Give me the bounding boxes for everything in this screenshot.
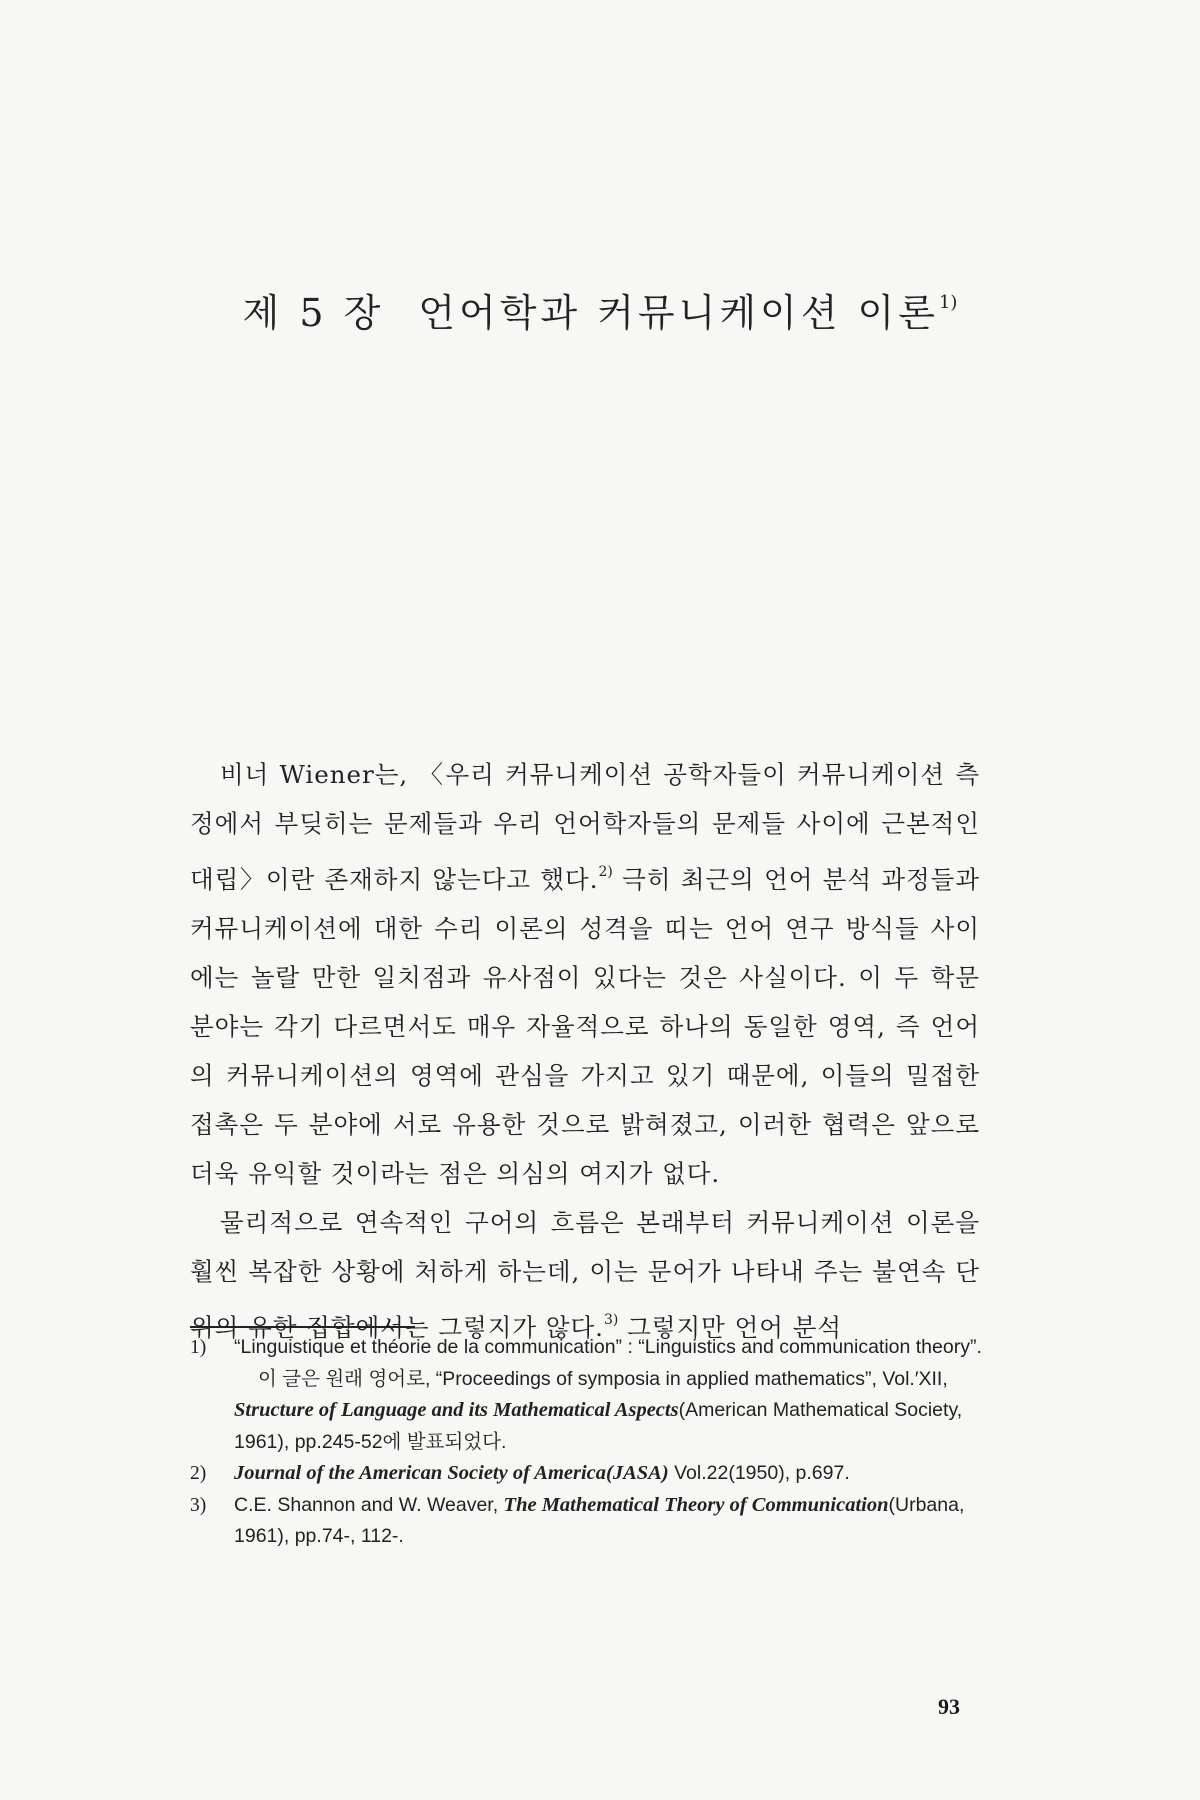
footnote-ref-3: 3) <box>603 1312 619 1328</box>
chapter-label: 제 5 장 <box>242 291 385 335</box>
chapter-footnote-ref: 1) <box>938 292 958 313</box>
body-text <box>190 750 980 1352</box>
footnote-1 <box>190 1332 990 1458</box>
chapter-title-text: 언어학과 커뮤니케이션 이론 <box>418 291 939 335</box>
footnote-1-line2: 이 글은 원래 영어로, “Proceedings of symposia in applied mathematics”, Vol.′XII, Structure of Language and its Mathematical Aspects(American Mathematical Society, 1961), pp.245-52에 발표되었다. <box>234 1367 963 1453</box>
footnote-ref-2: 2) <box>598 864 613 880</box>
footnote-2: 2) Journal of the American Society of America(JASA) Vol.22(1950), p.697. <box>190 1458 990 1490</box>
paragraph-2: 물리적으로 연속적인 구어의 흐름은 본래부터 커뮤니케이션 이론을 훨씬 복잡한 상황에 처하게 하는데, 이는 문어가 나타내 주는 불연속 단위의 유한 집합에서는 그렇지가 않다.$^{3)}$ 그렇지만 언어 분석 <box>190 1208 980 1342</box>
page-number: 93 <box>938 1694 960 1719</box>
footnote-number: 2) <box>190 1463 207 1484</box>
footnotes <box>190 1332 990 1553</box>
footnote-number: 1) <box>190 1337 207 1358</box>
footnote-3: 3) C.E. Shannon and W. Weaver, The Mathematical Theory of Communication(Urbana, 1961), pp.74-, 112-. <box>190 1490 990 1553</box>
footnote-number: 3) <box>190 1494 207 1516</box>
footnote-1-line1: “Linguistique et théorie de la communication” : “Linguistics and communication theory”. <box>234 1336 982 1358</box>
chapter-title <box>0 282 1200 337</box>
paragraph-1: 비너 Wiener는, 〈우리 커뮤니케이션 공학자들이 커뮤니케이션 측정에서 부딪히는 문제들과 우리 언어학자들의 문제들 사이에 근본적인 대립〉이란 존재하지 않는다고 했다.$^{2)}$ 극히 최근의 언어 분석 과정들과 커뮤니케이션에 대한 수리 이론의 성격을 띠는 언어 연구 방식들 사이에는 놀랄 만한 일치점과 유사점이 있다는 것은 사실이다. 이 두 학문 분야는 각기 다르면서도 매우 자율적으로 하나의 동일한 영역, 즉 언어의 커뮤니케이션의 영역에 관심을 가지고 있기 때문에, 이들의 밀접한 접촉은 두 분야에 서로 유용한 것으로 밝혀졌고, 이러한 협력은 앞으로 더욱 유익할 것이라는 점은 의심의 여지가 없다. <box>190 760 980 1188</box>
footnote-divider <box>190 1326 415 1328</box>
